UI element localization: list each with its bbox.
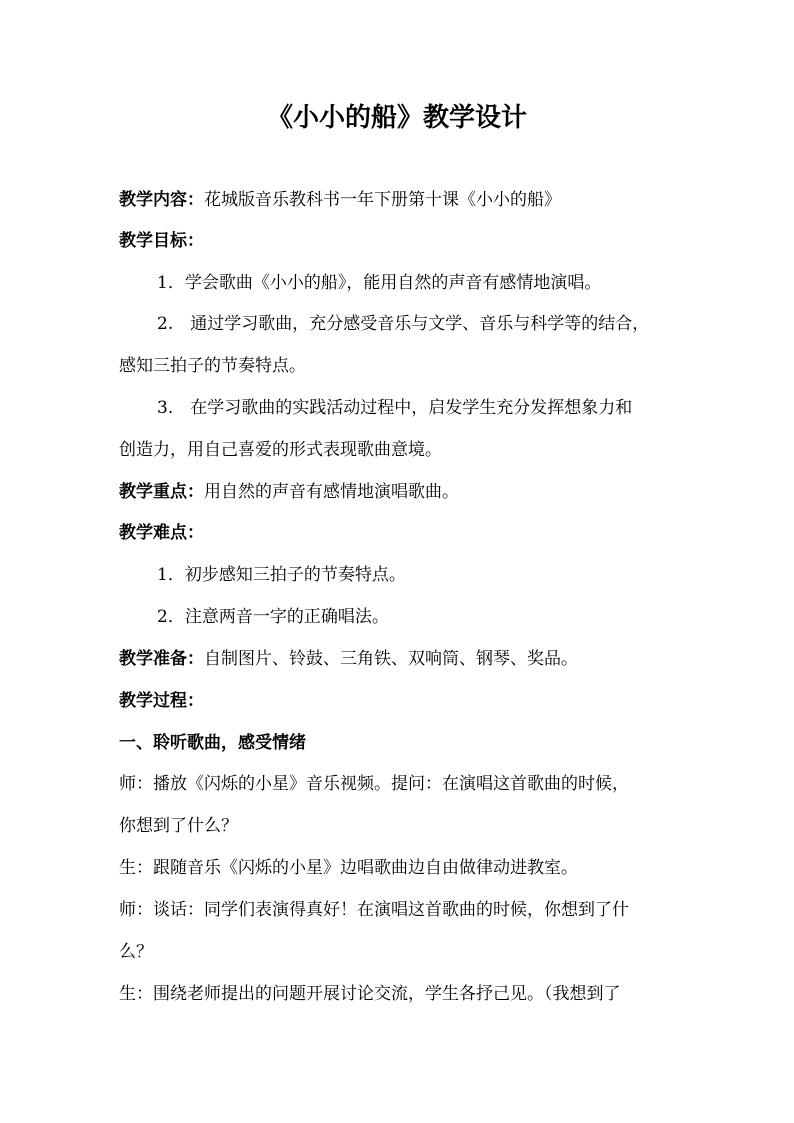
goal-item-3-cont: 创造力，用自己喜爱的形式表现歌曲意境。	[119, 440, 442, 460]
key-points-text: 用自然的声音有感情地演唱歌曲。	[204, 482, 459, 502]
key-points-label: 教学重点：	[119, 482, 204, 502]
key-points-line	[119, 480, 459, 504]
content-label: 教学内容：	[119, 190, 204, 210]
difficulties-label: 教学难点：	[119, 523, 204, 543]
difficulty-item-1: 1．初步感知三拍子的节奏特点。	[157, 565, 406, 585]
process-line-3: 生：跟随音乐《闪烁的小星》边唱歌曲边自由做律动进教室。	[119, 858, 578, 878]
process-line-1: 师：播放《闪烁的小星》音乐视频。提问：在演唱这首歌曲的时候，	[119, 774, 629, 794]
content-text: 花城版音乐教科书一年下册第十课《小小的船》	[204, 190, 561, 210]
process-label: 教学过程：	[119, 691, 204, 711]
process-line-2: 你想到了什么？	[119, 816, 238, 836]
difficulty-item-2: 2．注意两音一字的正确唱法。	[157, 607, 389, 627]
process-line-4: 师：谈话：同学们表演得真好！在演唱这首歌曲的时候，你想到了什	[119, 900, 629, 920]
preparation-text: 自制图片、铃鼓、三角铁、双响筒、钢琴、奖品。	[204, 649, 578, 669]
preparation-line	[119, 647, 578, 671]
section-heading-1: 一、聆听歌曲，感受情绪	[119, 733, 306, 753]
goal-item-3: 3. 在学习歌曲的实践活动过程中，启发学生充分发挥想象力和	[157, 398, 633, 418]
preparation-label: 教学准备：	[119, 649, 204, 669]
goal-item-2: 2. 通过学习歌曲，充分感受音乐与文学、音乐与科学等的结合，	[157, 314, 650, 334]
goal-item-2-cont: 感知三拍子的节奏特点。	[119, 356, 306, 376]
content-line	[119, 188, 561, 212]
goals-label: 教学目标：	[119, 231, 204, 251]
process-line-5: 么？	[119, 942, 153, 962]
process-line-6: 生：围绕老师提出的问题开展讨论交流，学生各抒己见。（我想到了	[119, 984, 621, 1004]
goal-item-1: 1．学会歌曲《小小的船》，能用自然的声音有感情地演唱。	[157, 273, 602, 293]
document-title: 《小小的船》教学设计	[266, 103, 527, 133]
